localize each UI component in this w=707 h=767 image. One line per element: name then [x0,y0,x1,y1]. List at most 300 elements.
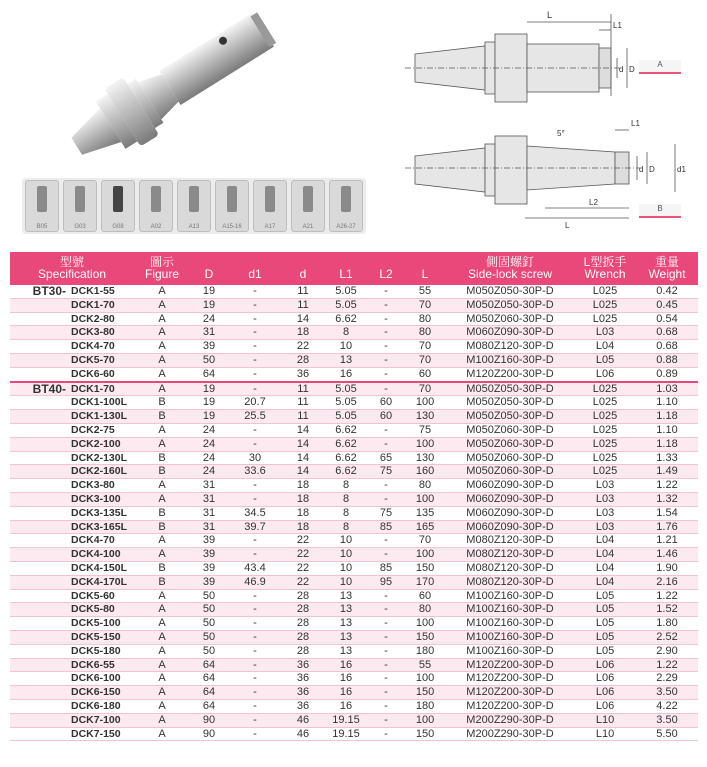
accessories-strip [22,178,366,234]
cell-weight: 1.22 [636,589,698,603]
cell-spec: DCK4-70 [68,340,134,354]
cell-figure: B [134,396,190,410]
cell-L1: 16 [324,699,368,713]
cell-L: 70 [404,382,446,396]
cell-L1: 8 [324,479,368,493]
cell-spec: DCK1-70 [68,382,134,396]
cell-D: 90 [190,727,228,741]
cell-L: 100 [404,396,446,410]
table-row [10,353,698,367]
cell-figure: A [134,686,190,700]
table-row [10,451,698,465]
cell-L1: 19.15 [324,727,368,741]
cell-d1: - [228,686,282,700]
cell-spec: DCK6-100 [68,672,134,686]
cell-figure: B [134,520,190,534]
header-D: D [190,252,228,285]
header-d1: d1 [228,252,282,285]
table-row [10,575,698,589]
header-weight-en: Weight [648,267,686,281]
cell-group [10,367,68,381]
accessory-item [177,180,211,232]
cell-D: 31 [190,479,228,493]
cell-L: 130 [404,410,446,424]
cell-L2: - [368,479,404,493]
dim-b-D: D [649,165,655,174]
cell-weight: 0.68 [636,340,698,354]
cell-weight: 5.50 [636,727,698,741]
cell-screw: M120Z200-30P-D [446,672,574,686]
cell-L1: 13 [324,603,368,617]
cell-d1: - [228,492,282,506]
accessory-label: A02 [150,224,162,230]
spec-table-container [10,252,698,741]
cell-wrench: L03 [574,326,636,340]
cell-d: 28 [282,644,324,658]
cell-figure: A [134,312,190,326]
cell-figure: A [134,479,190,493]
accessory-part-icon [334,183,358,215]
cell-D: 19 [190,410,228,424]
cell-d: 28 [282,630,324,644]
cell-group [10,437,68,451]
accessory-item [139,180,173,232]
cell-wrench: L025 [574,465,636,479]
cell-wrench: L025 [574,451,636,465]
cell-figure: A [134,423,190,437]
cell-L2: 85 [368,561,404,575]
cell-d: 11 [282,410,324,424]
cell-d: 14 [282,423,324,437]
cell-L: 55 [404,285,446,298]
cell-screw: M080Z120-30P-D [446,340,574,354]
cell-group [10,575,68,589]
cell-spec: DCK6-55 [68,658,134,672]
dim-b-L2: L2 [589,198,598,207]
cell-d1: 34.5 [228,506,282,520]
cell-wrench: L025 [574,410,636,424]
cell-wrench: L05 [574,630,636,644]
accessory-item [25,180,59,232]
cell-wrench: L025 [574,298,636,312]
table-row [10,423,698,437]
cell-L1: 6.62 [324,312,368,326]
cell-d1: 33.6 [228,465,282,479]
cell-L1: 13 [324,353,368,367]
table-row [10,367,698,381]
accessory-part-icon [30,183,54,215]
cell-wrench: L05 [574,589,636,603]
cell-d1: - [228,479,282,493]
cell-L1: 8 [324,520,368,534]
table-row [10,396,698,410]
cell-d: 28 [282,589,324,603]
table-row [10,382,698,396]
cell-D: 19 [190,285,228,298]
cell-weight: 1.21 [636,534,698,548]
cell-D: 24 [190,465,228,479]
cell-L1: 6.62 [324,451,368,465]
accessory-label: G08 [112,224,124,230]
cell-spec: DCK3-80 [68,479,134,493]
cell-L1: 13 [324,644,368,658]
cell-L1: 5.05 [324,298,368,312]
cell-L1: 5.05 [324,382,368,396]
cell-figure: A [134,548,190,562]
cell-d1: 46.9 [228,575,282,589]
table-row [10,686,698,700]
cell-L2: - [368,534,404,548]
accessory-part-icon [258,183,282,215]
product-image [40,8,300,168]
cell-d: 46 [282,727,324,741]
cell-L2: - [368,353,404,367]
cell-group [10,353,68,367]
cell-D: 64 [190,367,228,381]
cell-group [10,603,68,617]
cell-L: 80 [404,603,446,617]
cell-group [10,686,68,700]
header-wrench-zh: L型扳手 [583,255,627,269]
accessory-part-icon [296,183,320,215]
cell-d1: - [228,367,282,381]
cell-D: 39 [190,340,228,354]
cell-L: 100 [404,548,446,562]
cell-screw: M050Z060-30P-D [446,437,574,451]
cell-D: 19 [190,382,228,396]
cell-d1: - [228,658,282,672]
cell-spec: DCK4-100 [68,548,134,562]
cell-figure: A [134,672,190,686]
cell-group: BT30- [10,285,68,298]
cell-figure: B [134,561,190,575]
cell-figure: A [134,298,190,312]
cell-L2: 95 [368,575,404,589]
cell-screw: M080Z120-30P-D [446,561,574,575]
cell-d: 36 [282,699,324,713]
cell-spec: DCK1-55 [68,285,134,298]
cell-d1: 20.7 [228,396,282,410]
cell-D: 39 [190,534,228,548]
cell-group [10,396,68,410]
tool-holder-illustration [40,8,300,168]
accessory-item [63,180,97,232]
cell-L2: - [368,423,404,437]
cell-L1: 8 [324,326,368,340]
cell-D: 50 [190,353,228,367]
cell-weight: 1.33 [636,451,698,465]
cell-group [10,298,68,312]
cell-weight: 2.52 [636,630,698,644]
cell-d: 36 [282,672,324,686]
table-row [10,617,698,631]
table-row [10,699,698,713]
header-spec-zh: 型號 [60,255,85,269]
header-weight [636,252,698,285]
cell-group [10,479,68,493]
cell-weight: 1.54 [636,506,698,520]
cell-group [10,561,68,575]
cell-d: 22 [282,340,324,354]
cell-screw: M200Z290-30P-D [446,727,574,741]
cell-group [10,672,68,686]
cell-L2: 75 [368,465,404,479]
accessory-part-icon [106,183,130,215]
cell-wrench: L025 [574,437,636,451]
cell-d1: - [228,534,282,548]
table-row [10,465,698,479]
cell-spec: DCK3-135L [68,506,134,520]
cell-spec: DCK2-75 [68,423,134,437]
cell-L2: - [368,713,404,727]
accessory-part-icon [144,183,168,215]
cell-figure: A [134,589,190,603]
cell-L: 150 [404,630,446,644]
cell-L1: 10 [324,575,368,589]
cell-d1: - [228,382,282,396]
cell-L2: - [368,603,404,617]
cell-wrench: L05 [574,644,636,658]
technical-drawing [405,6,705,232]
cell-weight: 1.10 [636,423,698,437]
cell-weight: 1.52 [636,603,698,617]
cell-d: 11 [282,396,324,410]
cell-d1: - [228,437,282,451]
cell-D: 31 [190,492,228,506]
cell-L2: - [368,699,404,713]
cell-group [10,658,68,672]
cell-D: 24 [190,437,228,451]
cell-d: 22 [282,534,324,548]
cell-weight: 0.45 [636,298,698,312]
table-row [10,658,698,672]
cell-L: 165 [404,520,446,534]
cell-d1: - [228,423,282,437]
cell-D: 50 [190,589,228,603]
cell-L2: 60 [368,410,404,424]
cell-screw: M100Z160-30P-D [446,589,574,603]
cell-d: 11 [282,382,324,396]
cell-screw: M050Z060-30P-D [446,423,574,437]
cell-spec: DCK2-130L [68,451,134,465]
cell-D: 64 [190,658,228,672]
cell-L: 160 [404,465,446,479]
cell-wrench: L03 [574,492,636,506]
cell-d: 11 [282,285,324,298]
cell-group [10,548,68,562]
cell-L: 75 [404,423,446,437]
cell-L: 55 [404,658,446,672]
cell-group [10,699,68,713]
accessory-label: A17 [264,224,276,230]
cell-L1: 8 [324,492,368,506]
cell-L: 100 [404,672,446,686]
cell-L1: 10 [324,340,368,354]
accessory-label: G03 [74,224,86,230]
cell-D: 24 [190,312,228,326]
cell-L2: 60 [368,396,404,410]
cell-weight: 1.22 [636,658,698,672]
header-L2: L2 [368,252,404,285]
cell-L2: - [368,672,404,686]
cell-L1: 16 [324,686,368,700]
cell-screw: M050Z050-30P-D [446,285,574,298]
table-row [10,285,698,298]
cell-spec: DCK4-170L [68,575,134,589]
cell-figure: A [134,367,190,381]
cell-d: 28 [282,603,324,617]
cell-screw: M050Z060-30P-D [446,312,574,326]
cell-D: 90 [190,713,228,727]
cell-group [10,630,68,644]
table-row [10,410,698,424]
cell-spec: DCK2-160L [68,465,134,479]
cell-screw: M200Z290-30P-D [446,713,574,727]
cell-D: 39 [190,575,228,589]
cell-L: 70 [404,353,446,367]
cell-D: 24 [190,451,228,465]
cell-wrench: L03 [574,520,636,534]
cell-L: 80 [404,312,446,326]
header-screw-zh: 側固螺釘 [486,255,535,269]
cell-L2: - [368,367,404,381]
cell-group [10,506,68,520]
table-row [10,534,698,548]
cell-weight: 1.46 [636,548,698,562]
cell-d: 11 [282,298,324,312]
cell-d: 28 [282,353,324,367]
cell-weight: 0.88 [636,353,698,367]
spec-table [10,252,698,741]
cell-L1: 16 [324,658,368,672]
cell-L: 150 [404,561,446,575]
cell-group [10,326,68,340]
cell-spec: DCK1-130L [68,410,134,424]
cell-weight: 3.50 [636,686,698,700]
cell-L: 70 [404,534,446,548]
accessory-label: A13 [188,224,200,230]
cell-d1: - [228,298,282,312]
accessory-label: B05 [36,224,48,230]
cell-figure: A [134,285,190,298]
cell-d: 14 [282,451,324,465]
cell-spec: DCK5-60 [68,589,134,603]
cell-d1: - [228,603,282,617]
accessory-item [291,180,325,232]
cell-group [10,534,68,548]
cell-d1: 43.4 [228,561,282,575]
accessory-part-icon [182,183,206,215]
header-weight-zh: 重量 [655,255,680,269]
cell-L2: - [368,658,404,672]
dim-b-d: d [639,165,644,174]
cell-L: 80 [404,326,446,340]
cell-figure: B [134,575,190,589]
cell-L2: - [368,644,404,658]
table-row [10,506,698,520]
table-row [10,492,698,506]
cell-screw: M100Z160-30P-D [446,644,574,658]
header-wrench [574,252,636,285]
cell-L1: 19.15 [324,713,368,727]
cell-wrench: L10 [574,727,636,741]
cell-screw: M100Z160-30P-D [446,603,574,617]
cell-weight: 1.49 [636,465,698,479]
table-row [10,479,698,493]
header-d: d [282,252,324,285]
cell-spec: DCK4-150L [68,561,134,575]
table-row [10,437,698,451]
cell-group [10,713,68,727]
cell-L2: - [368,312,404,326]
cell-L1: 10 [324,561,368,575]
cell-screw: M120Z200-30P-D [446,658,574,672]
cell-screw: M120Z200-30P-D [446,686,574,700]
cell-spec: DCK3-100 [68,492,134,506]
cell-d: 28 [282,617,324,631]
header-L1: L1 [324,252,368,285]
table-row [10,644,698,658]
cell-L: 180 [404,699,446,713]
dimension-drawing [405,6,705,232]
table-row [10,561,698,575]
cell-wrench: L04 [574,548,636,562]
cell-L: 100 [404,437,446,451]
cell-L: 180 [404,644,446,658]
cell-L: 130 [404,451,446,465]
header-spec-en: Specification [37,267,107,281]
cell-L: 100 [404,617,446,631]
cell-d1: - [228,312,282,326]
cell-screw: M100Z160-30P-D [446,617,574,631]
cell-L1: 13 [324,630,368,644]
cell-d: 22 [282,548,324,562]
cell-wrench: L06 [574,672,636,686]
header-screw [446,252,574,285]
figure-b-tag: B [639,204,681,218]
cell-d1: - [228,589,282,603]
cell-spec: DCK5-80 [68,603,134,617]
cell-figure: A [134,603,190,617]
cell-L1: 13 [324,589,368,603]
cell-D: 50 [190,603,228,617]
cell-screw: M050Z050-30P-D [446,410,574,424]
dim-a-d: d [619,65,624,74]
accessory-part-icon [220,183,244,215]
spec-table-body [10,285,698,741]
cell-group [10,451,68,465]
cell-D: 64 [190,686,228,700]
dim-b-angle: 5° [557,129,565,138]
cell-L: 80 [404,479,446,493]
cell-weight: 0.54 [636,312,698,326]
cell-screw: M100Z160-30P-D [446,630,574,644]
cell-d1: - [228,672,282,686]
cell-d1: - [228,617,282,631]
cell-L: 70 [404,340,446,354]
header-figure [134,252,190,285]
table-row [10,672,698,686]
cell-figure: A [134,658,190,672]
cell-D: 50 [190,630,228,644]
cell-weight: 1.10 [636,396,698,410]
cell-L2: - [368,686,404,700]
cell-D: 64 [190,699,228,713]
cell-D: 64 [190,672,228,686]
cell-L2: - [368,382,404,396]
table-row [10,548,698,562]
cell-screw: M060Z090-30P-D [446,326,574,340]
